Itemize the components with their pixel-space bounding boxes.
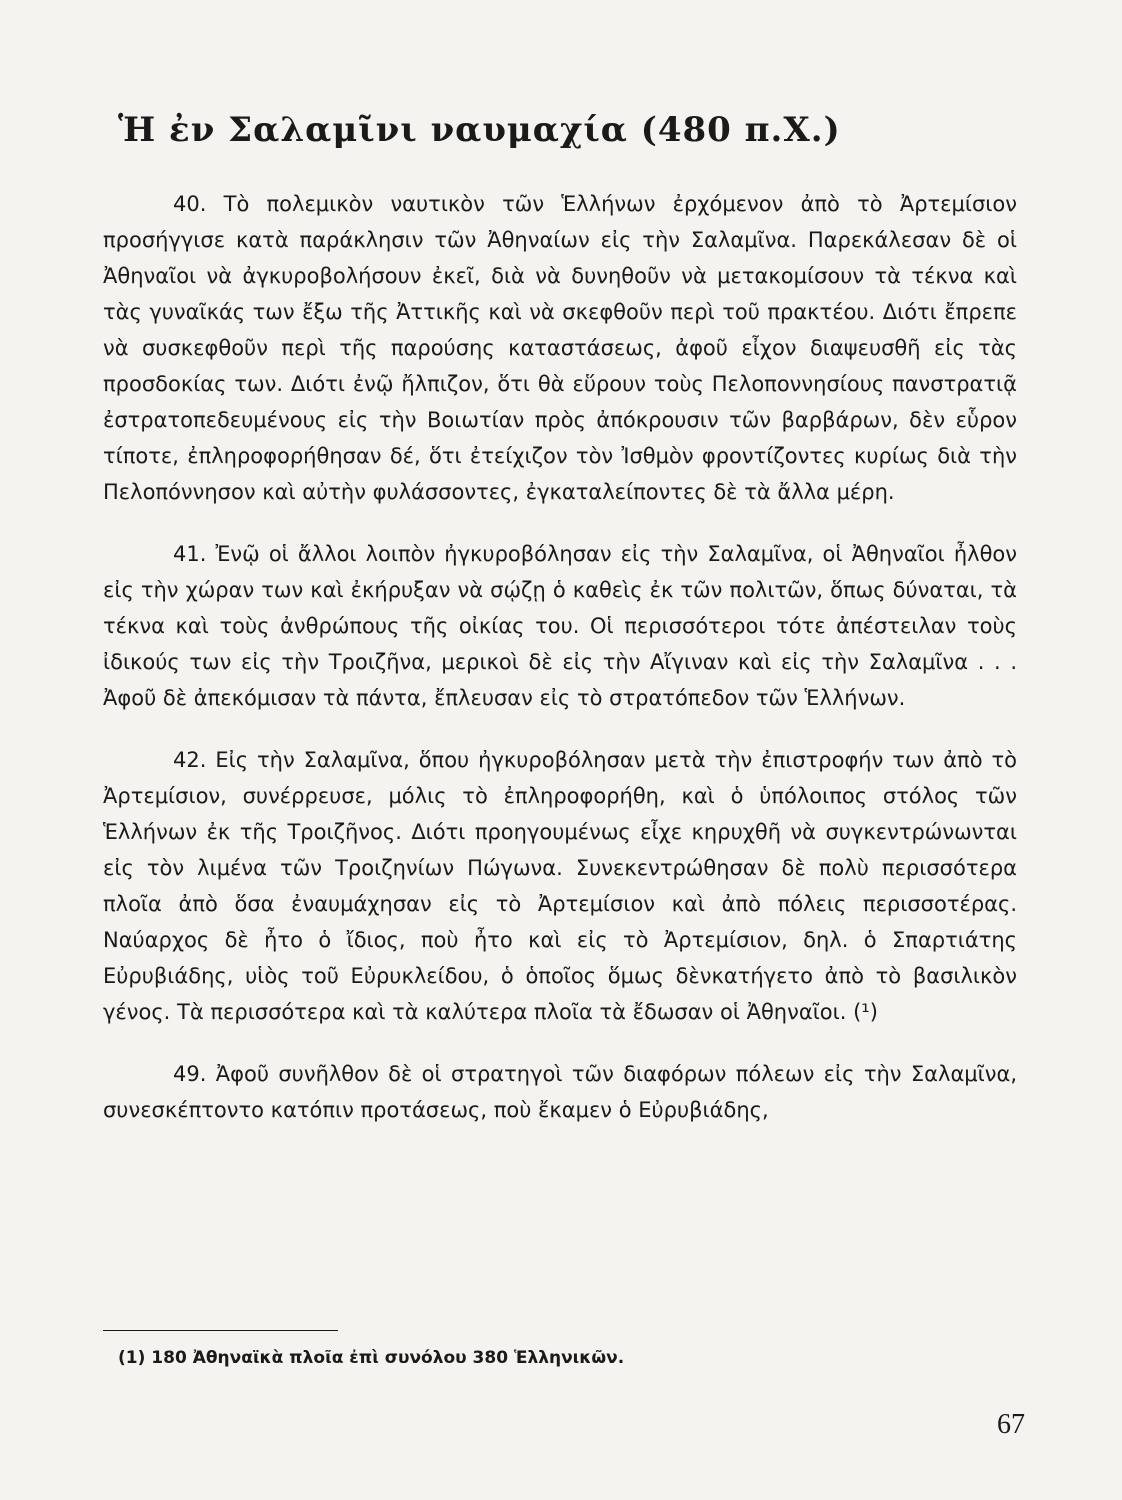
footnote: (1) 180 Ἀθηναϊκὰ πλοῖα ἐπὶ συνόλου 380 Ἑλληνικῶν. — [118, 1348, 625, 1368]
paragraph-49: 49. Ἀφοῦ συνῆλθον δὲ οἱ στρατηγοὶ τῶν διαφόρων πόλεων εἰς τὴν Σαλαμῖνα, συνεσκέπτοντο κατόπιν προτάσεως, ποὺ ἔκαμεν ὁ Εὐρυβιάδης, — [103, 1062, 1017, 1122]
page-title: Ἡ ἐν Σαλαμῖνι ναυμαχία (480 π.Χ.) — [118, 110, 841, 150]
paragraph-40: 40. Τὸ πολεμικὸν ναυτικὸν τῶν Ἑλλήνων ἐρχόμενον ἀπὸ τὸ Ἀρτεμίσιον προσήγγισε κατὰ παράκλησιν τῶν Ἀθηναίων εἰς τὴν Σαλαμῖνα. Παρεκάλεσαν δὲ οἱ Ἀθηναῖοι νὰ ἀγκυροβολήσουν ἐκεῖ, διὰ νὰ δυνηθοῦν νὰ μετακομίσουν τὰ τέκνα καὶ τὰς γυναῖκάς των ἔξω τῆς Ἀττικῆς καὶ νὰ σκεφθοῦν περὶ τοῦ πρακτέου. Διότι ἔπρεπε νὰ συσκεφθοῦν περὶ τῆς παρούσης καταστάσεως, ἀφοῦ εἶχον διαψευσθῆ εἰς τὰς προσδοκίας των. Διότι ἐνῷ ἤλπιζον, ὅτι θὰ εὕρουν τοὺς Πελοποννησίους πανστρατιᾷ ἐστρατοπεδευμένους εἰς τὴν Βοιωτίαν πρὸς ἀπόκρουσιν τῶν βαρβάρων, δὲν εὗρον τίποτε, ἐπληροφορήθησαν δέ, ὅτι ἐτείχιζον τὸν Ἰσθμὸν φροντίζοντες κυρίως διὰ τὴν Πελοπόννησον καὶ αὐτὴν φυλάσσοντες, ἐγκαταλείποντες δὲ τὰ ἄλλα μέρη. — [103, 192, 1017, 504]
paragraph-41: 41. Ἐνῷ οἱ ἄλλοι λοιπὸν ἠγκυροβόλησαν εἰς τὴν Σαλαμῖνα, οἱ Ἀθηναῖοι ἦλθον εἰς τὴν χώραν των καὶ ἐκήρυξαν νὰ σῴζῃ ὁ καθεὶς ἐκ τῶν πολιτῶν, ὅπως δύναται, τὰ τέκνα καὶ τοὺς ἀνθρώπους τῆς οἰκίας του. Οἱ περισσότεροι τότε ἀπέστειλαν τοὺς ἰδικούς των εἰς τὴν Τροιζῆνα, μερικοὶ δὲ εἰς τὴν Αἴγιναν καὶ εἰς τὴν Σαλαμῖνα . . . Ἀφοῦ δὲ ἀπεκόμισαν τὰ πάντα, ἔπλευσαν εἰς τὸ στρατόπεδον τῶν Ἑλλήνων. — [103, 542, 1017, 710]
paragraph-42: 42. Εἰς τὴν Σαλαμῖνα, ὅπου ἠγκυροβόλησαν μετὰ τὴν ἐπιστροφήν των ἀπὸ τὸ Ἀρτεμίσιον, συνέρρευσε, μόλις τὸ ἐπληροφορήθη, καὶ ὁ ὑπόλοιπος στόλος τῶν Ἑλλήνων ἐκ τῆς Τροιζῆνος. Διότι προηγουμένως εἶχε κηρυχθῆ νὰ συγκεντρώνωνται εἰς τὸν λιμένα τῶν Τροιζηνίων Πώγωνα. Συνεκεντρώθησαν δὲ πολὺ περισσότερα πλοῖα ἀπὸ ὅσα ἐναυμάχησαν εἰς τὸ Ἀρτεμίσιον καὶ ἀπὸ πόλεις περισσοτέρας. Ναύαρχος δὲ ἦτο ὁ ἴδιος, ποὺ ἦτο καὶ εἰς τὸ Ἀρτεμίσιον, δηλ. ὁ Σπαρτιάτης Εὐρυβιάδης, υἱὸς τοῦ Εὐρυκλείδου, ὁ ὁποῖος ὅμως δὲνκατήγετο ἀπὸ τὸ βασιλικὸν γένος. Τὰ περισσότερα καὶ τὰ καλύτερα πλοῖα τὰ ἔδωσαν οἱ Ἀθηναῖοι. (¹) — [103, 748, 1017, 1024]
body-text — [103, 186, 1017, 1128]
footnote-divider — [103, 1330, 338, 1331]
page-number: 67 — [997, 1409, 1025, 1440]
